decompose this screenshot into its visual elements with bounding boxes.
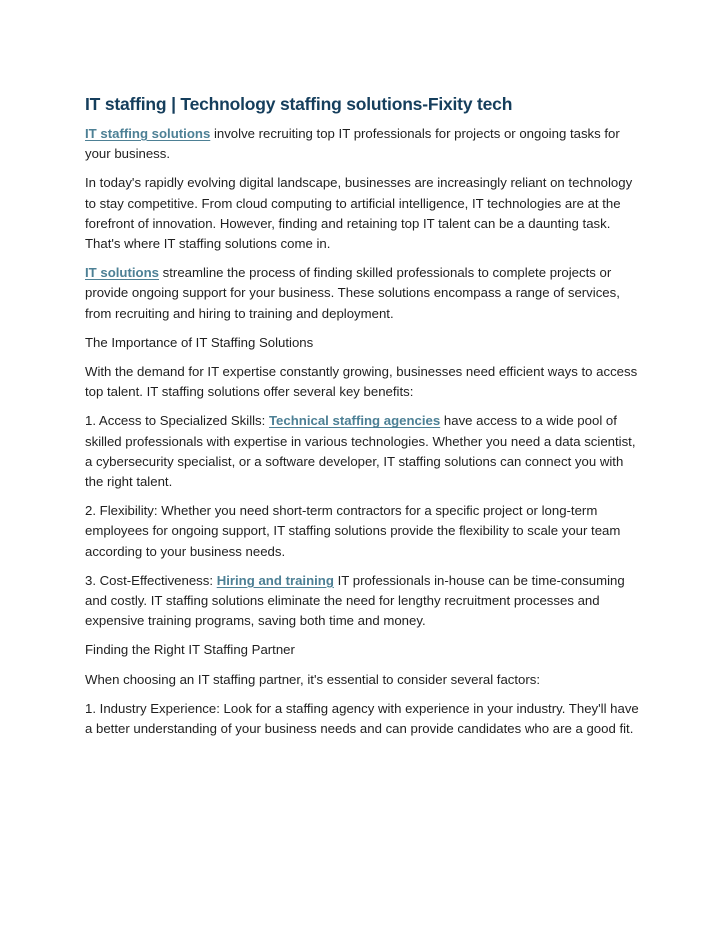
paragraph-cost-effectiveness xyxy=(85,571,645,632)
paragraph-landscape: In today's rapidly evolving digital landscape, businesses are increasingly reliant on technology to stay competitive. From cloud computing to artificial intelligence, IT technologies are at the forefront of innovation. However, finding and retaining top IT talent can be a daunting task. That's where IT staffing solutions come in. xyxy=(85,175,633,252)
paragraph-specialized-skills xyxy=(85,411,645,492)
paragraph-specialized-skills-pre: 1. Access to Specialized Skills: xyxy=(85,413,269,429)
link-hiring-and-training[interactable]: Hiring and training xyxy=(216,572,334,588)
document-body xyxy=(85,124,645,748)
link-it-staffing-solutions[interactable]: IT staffing solutions xyxy=(85,126,211,141)
paragraph-cost-effectiveness-text: IT professionals in-house can be time-consuming and costly. IT staffing solutions eliminate the need for lengthy recruitment processes and expensive training programs, saving both time and money. xyxy=(85,572,625,629)
link-it-solutions[interactable]: IT solutions xyxy=(85,265,159,281)
paragraph-flexibility: 2. Flexibility: Whether you need short-term contractors for a specific project or long-term employees for ongoing support, IT staffing solutions provide the flexibility to scale your team according to your business needs. xyxy=(85,503,621,559)
paragraph-choosing-partner: When choosing an IT staffing partner, it's essential to consider several factors: xyxy=(85,671,541,687)
paragraph-cost-effectiveness-pre: 3. Cost-Effectiveness: xyxy=(85,572,217,588)
document-title: IT staffing | Technology staffing solutions-Fixity tech xyxy=(85,94,513,114)
paragraph-it-solutions xyxy=(85,263,645,324)
paragraph-demand: With the demand for IT expertise constantly growing, businesses need efficient ways to access top talent. IT staffing solutions offer several key benefits: xyxy=(85,364,638,400)
section-heading-finding-partner: Finding the Right IT Staffing Partner xyxy=(85,642,295,658)
section-heading-importance: The Importance of IT Staffing Solutions xyxy=(85,334,314,350)
paragraph-industry-experience: 1. Industry Experience: Look for a staffing agency with experience in your industry. They'll have a better understanding of your business needs and can provide candidates who are a good fit. xyxy=(85,700,639,737)
paragraph-intro xyxy=(85,124,645,164)
paragraph-intro-text: involve recruiting top IT professionals for projects or ongoing tasks for your business. xyxy=(85,126,620,162)
paragraph-it-solutions-text: streamline the process of finding skilled professionals to complete projects or provide ongoing support for your business. These solutions encompass a range of services, from recruiting and hiring to training and deployment. xyxy=(85,265,620,321)
link-technical-staffing-agencies[interactable]: Technical staffing agencies xyxy=(268,413,441,429)
paragraph-specialized-skills-text: have access to a wide pool of skilled professionals with expertise in various technologies. Whether you need a data scientist, a cybersecurity specialist, or a software developer, IT staffing solutions can connect you with the right talent. xyxy=(85,413,636,490)
